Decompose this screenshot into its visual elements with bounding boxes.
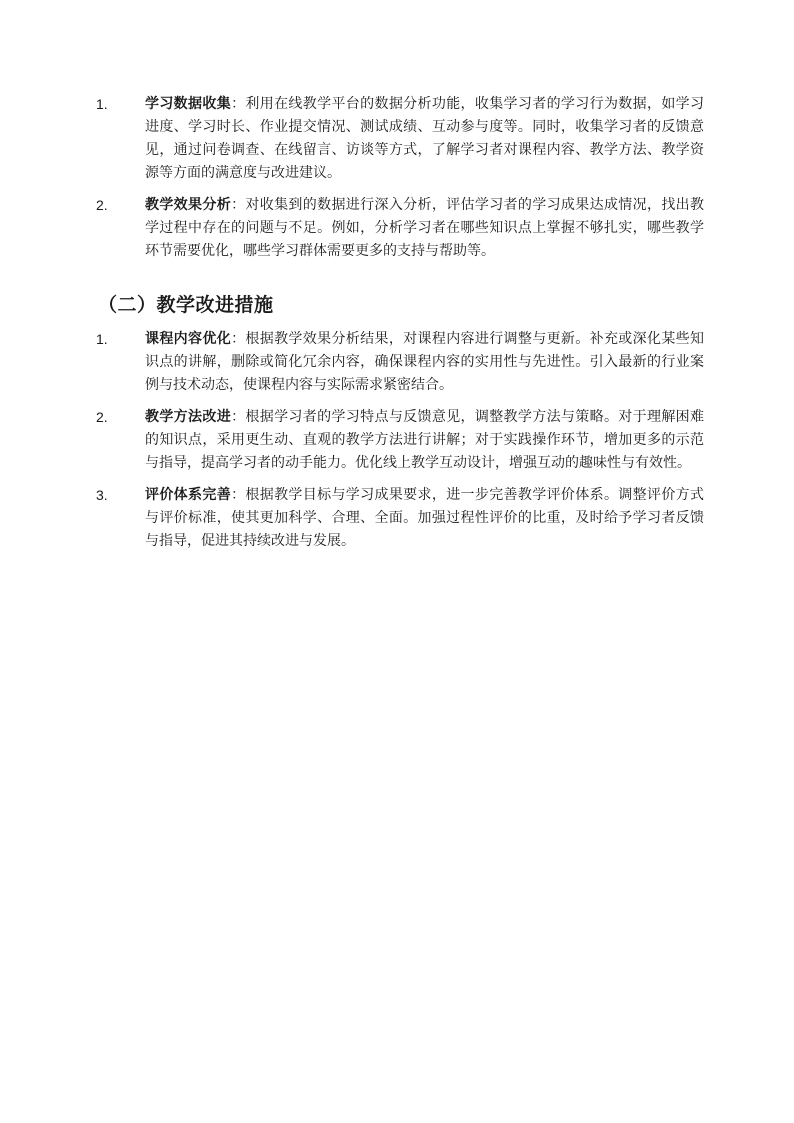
list-item-term: 学习数据收集 xyxy=(145,96,232,112)
list-item-text: ：根据学习者的学习特点与反馈意见，调整教学方法与策略。对于理解困难的知识点，采用更生动、直观的教学方法进行讲解；对于实践操作环节，增加更多的示范与指导，提高学习者的动手能力。优化线上教学互动设计，增强互动的趣味性与有效性。 xyxy=(145,409,705,471)
list-item-term: 教学方法改进 xyxy=(145,409,232,425)
list-item-term: 课程内容优化 xyxy=(145,331,232,347)
list-item-text: ：利用在线教学平台的数据分析功能，收集学习者的学习行为数据，如学习进度、学习时长、作业提交情况、测试成绩、互动参与度等。同时，收集学习者的反馈意见，通过问卷调查、在线留言、访谈等方式，了解学习者对课程内容、教学方法、教学资源等方面的满意度与改进建议。 xyxy=(145,96,705,181)
list-item-term: 教学效果分析 xyxy=(145,197,232,213)
list-item-number: 2. xyxy=(96,197,108,213)
section-heading: （二）教学改进措施 xyxy=(98,294,274,316)
list-item xyxy=(96,194,704,263)
list-item-number: 2. xyxy=(96,409,108,425)
list-item-number: 1. xyxy=(96,331,108,347)
data-collection-list xyxy=(96,93,704,272)
list-item-text: ：对收集到的数据进行深入分析，评估学习者的学习成果达成情况，找出教学过程中存在的问题与不足。例如，分析学习者在哪些知识点上掌握不够扎实，哪些教学环节需要优化，哪些学习群体需要更多的支持与帮助等。 xyxy=(145,197,705,259)
improvement-measures-list xyxy=(96,328,704,562)
list-item xyxy=(96,484,704,553)
list-item-text: ：根据教学目标与学习成果要求，进一步完善教学评价体系。调整评价方式与评价标准，使其更加科学、合理、全面。加强过程性评价的比重，及时给予学习者反馈与指导，促进其持续改进与发展。 xyxy=(145,487,705,549)
list-item xyxy=(96,93,704,185)
list-item-number: 3. xyxy=(96,487,108,503)
list-item-term: 评价体系完善 xyxy=(145,487,232,503)
list-item xyxy=(96,328,704,397)
list-item xyxy=(96,406,704,475)
list-item-number: 1. xyxy=(96,96,108,112)
list-item-text: ：根据教学效果分析结果，对课程内容进行调整与更新。补充或深化某些知识点的讲解，删除或简化冗余内容，确保课程内容的实用性与先进性。引入最新的行业案例与技术动态，使课程内容与实际需求紧密结合。 xyxy=(145,331,705,393)
